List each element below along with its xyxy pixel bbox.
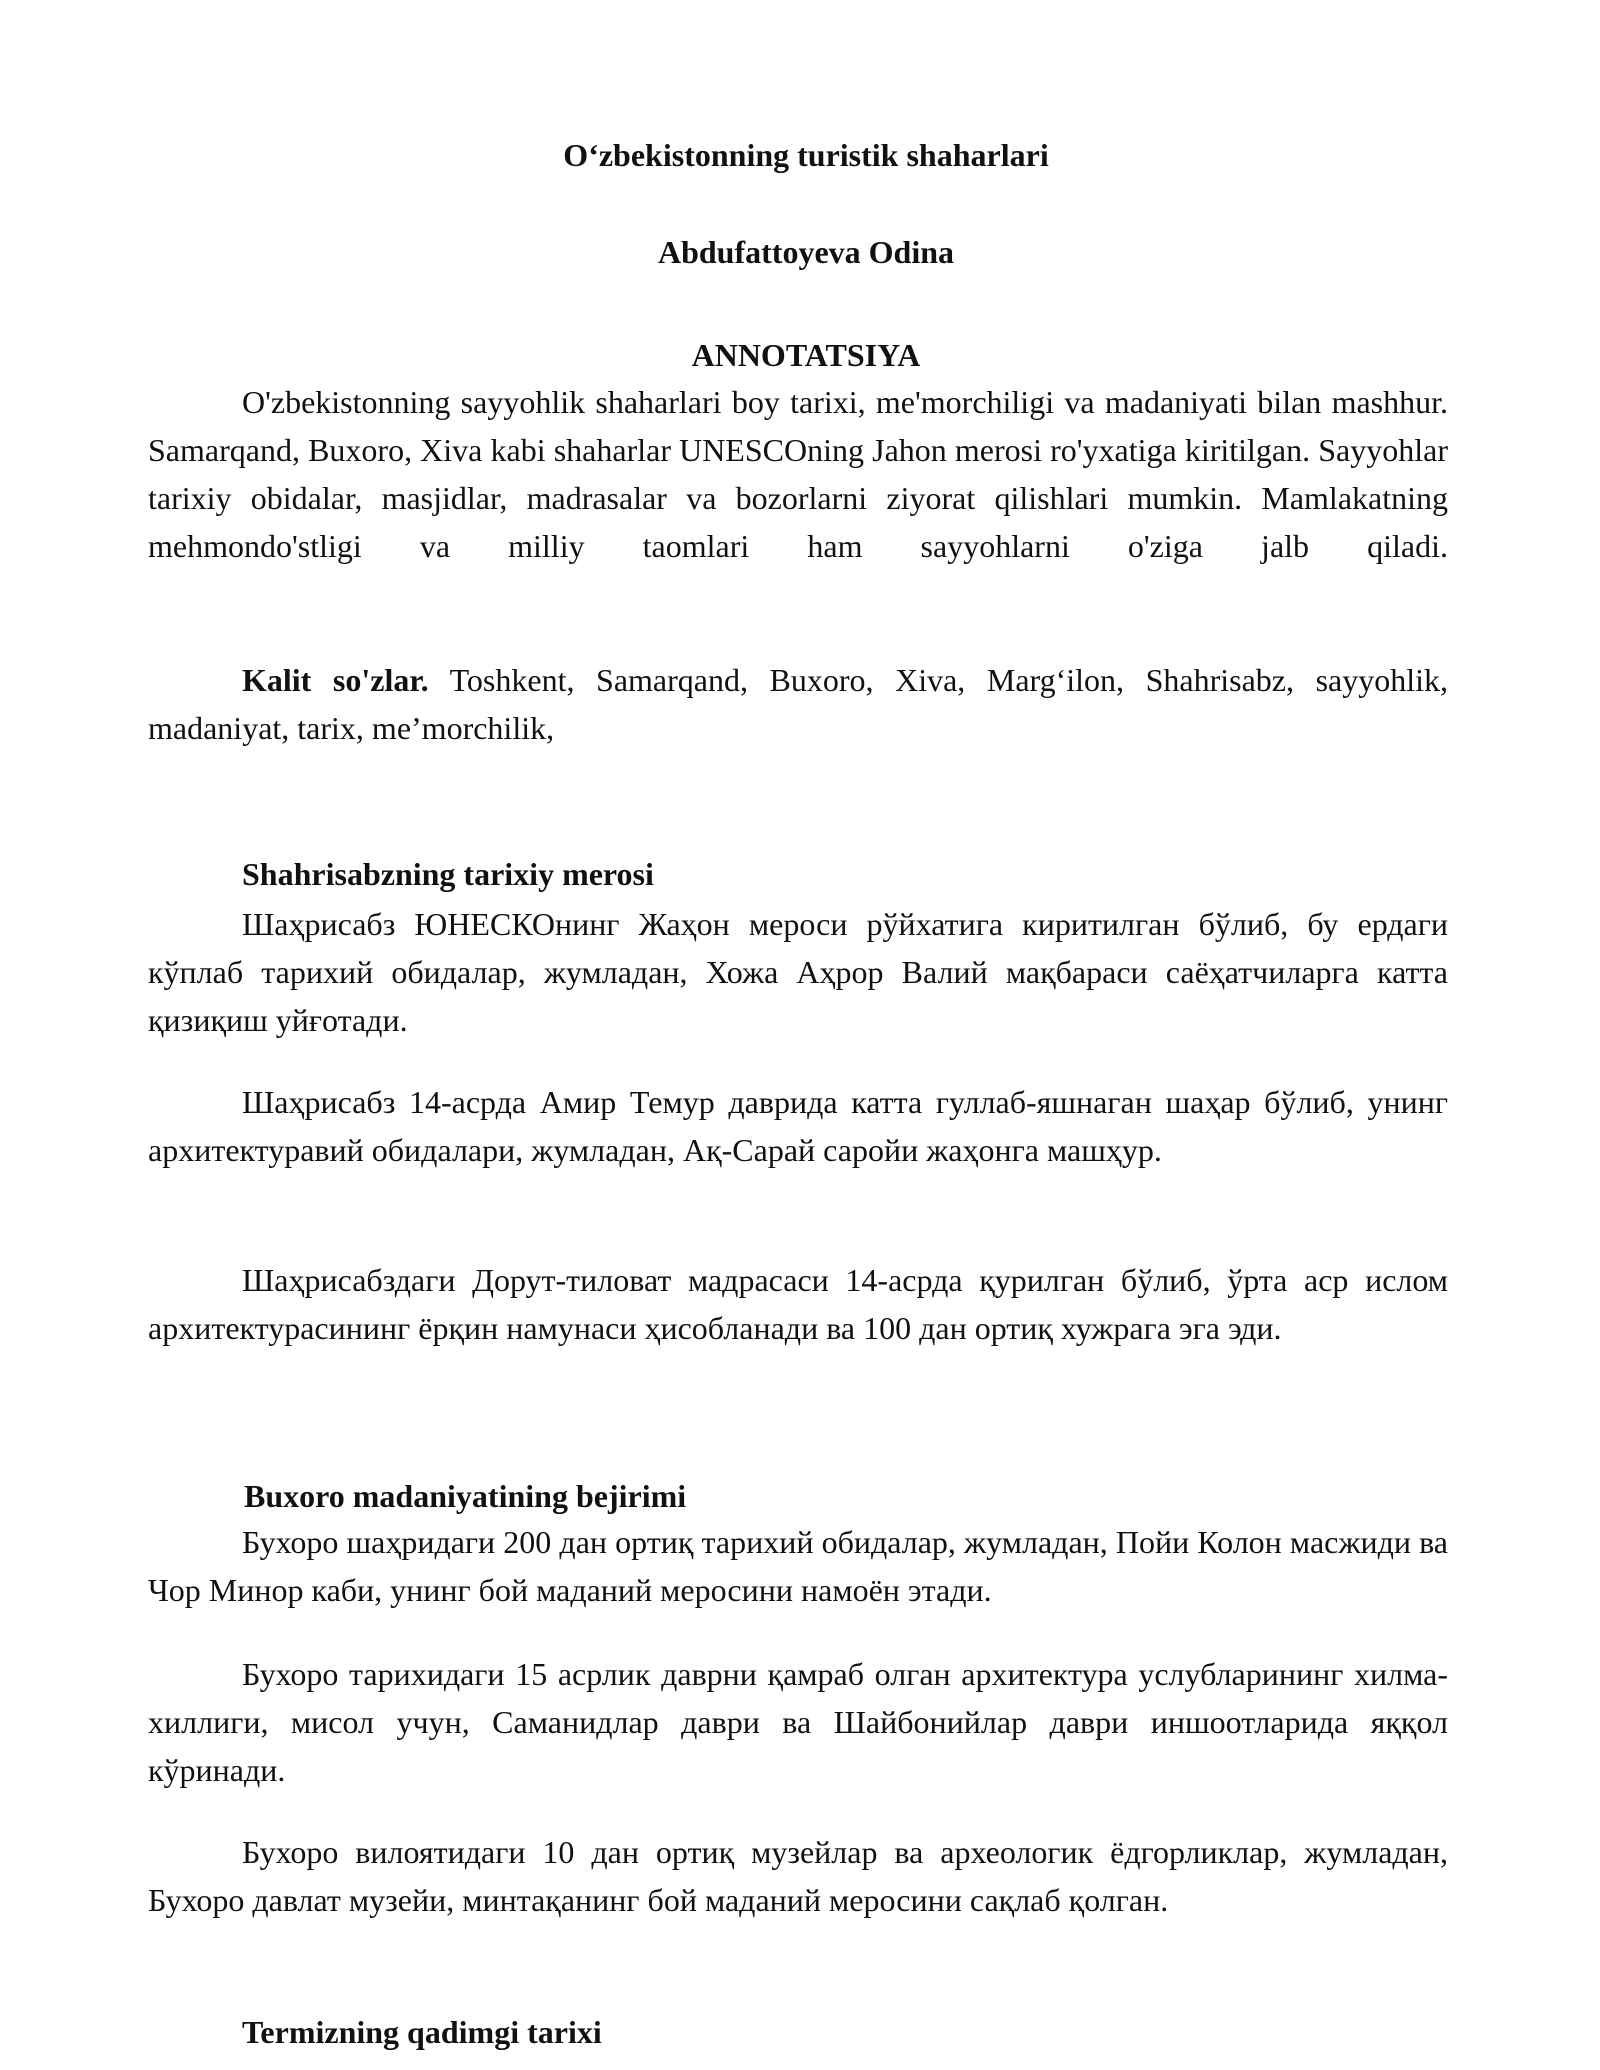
keywords-label: Kalit so'zlar. (242, 662, 429, 698)
author-name: Abdufattoyeva Odina (657, 234, 955, 270)
section-heading-termiz: Termizning qadimgi tarixi (242, 2014, 602, 2050)
section-paragraph: Шаҳрисабз ЮНЕСКОнинг Жаҳон мероси рўйхатига киритилган бўлиб, бу ердаги кўплаб тарихий обидалар, жумладан, Хожа Аҳрор Валий мақбараси саёҳатчиларга катта қизиқиш уйғотади. (148, 906, 1448, 1038)
annotation-heading: ANNOTATSIYA (691, 337, 921, 373)
annotation-paragraph: O'zbekistonning sayyohlik shaharlari boy tarixi, me'morchiligi va madaniyati bilan mashhur. Samarqand, Buxoro, Xiva kabi shaharlar UNESCOning Jahon merosi ro'yxatiga kiritilgan. Sayyohlar tarixiy obidalar, masjidlar, madrasalar va bozorlarni ziyorat qilishlari mumkin. Mamlakatning mehmondo'stligi va milliy taomlari ham sayyohlarni o'ziga jalb qiladi. (148, 384, 1448, 564)
section-paragraph: Бухоро вилоятидаги 10 дан ортиқ музейлар ва археологик ёдгорликлар, жумладан, Бухоро давлат музейи, минтақанинг бой маданий меросини сақлаб қолган. (148, 1834, 1448, 1918)
section-paragraph: Бухоро тарихидаги 15 асрлик даврни қамраб олган архитектура услубларининг хилма-хиллиги, мисол учун, Саманидлар даври ва Шайбонийлар даври иншоотларида яққол кўринади. (148, 1656, 1448, 1788)
section-heading-shahrisabz: Shahrisabzning tarixiy merosi (242, 856, 654, 892)
section-heading-buxoro: Buxoro madaniyatining bejirimi (244, 1478, 687, 1514)
document-title: O‘zbekistonning turistik shaharlari (563, 137, 1049, 173)
keywords-text: Toshkent, Samarqand, Buxoro, Xiva, Marg‘ilon, Shahrisabz, sayyohlik, madaniyat, tarix, me’morchilik, (148, 662, 1449, 746)
keywords-paragraph (148, 656, 1448, 752)
section-paragraph: Шаҳрисабз 14-асрда Амир Темур даврида катта гуллаб-яшнаган шаҳар бўлиб, унинг архитектуравий обидалари, жумладан, Ақ-Сарай саройи жаҳонга машҳур. (148, 1084, 1448, 1168)
section-paragraph: Бухоро шаҳридаги 200 дан ортиқ тарихий обидалар, жумладан, Пойи Колон масжиди ва Чор Минор каби, унинг бой маданий меросини намоён этади. (148, 1524, 1448, 1608)
section-paragraph: Шаҳрисабздаги Дорут-тиловат мадрасаси 14-асрда қурилган бўлиб, ўрта аср ислом архитектурасининг ёрқин намунаси ҳисобланади ва 100 дан ортиқ хужрага эга эди. (148, 1262, 1448, 1346)
